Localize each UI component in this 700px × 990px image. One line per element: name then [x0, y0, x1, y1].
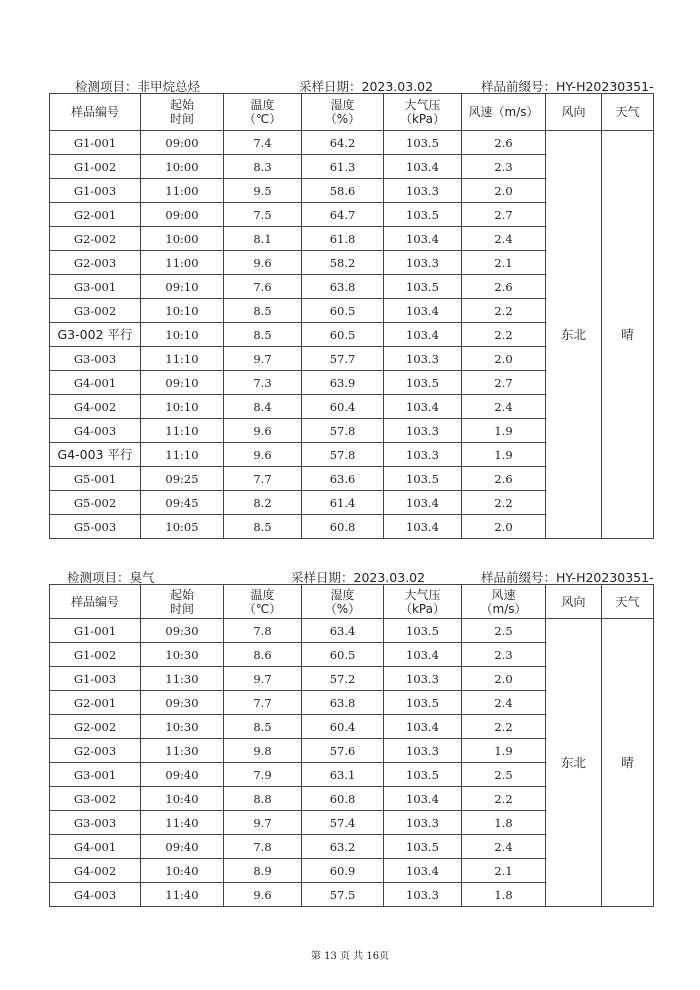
cell-start-time: 09:40 [141, 835, 224, 859]
cell-sample-no: G2-002 [50, 715, 141, 739]
cell-humidity: 60.4 [302, 715, 384, 739]
cell-start-time: 10:30 [141, 643, 224, 667]
cell-sample-no: G4-002 [50, 859, 141, 883]
cell-sample-no: G2-001 [50, 691, 141, 715]
cell-pressure: 103.4 [384, 395, 462, 419]
cell-humidity: 57.2 [302, 667, 384, 691]
cell-temperature: 7.6 [224, 275, 302, 299]
cell-wind-speed: 2.0 [462, 179, 546, 203]
cell-temperature: 9.7 [224, 347, 302, 371]
cell-start-time: 09:30 [141, 691, 224, 715]
cell-wind-speed: 2.7 [462, 371, 546, 395]
cell-temperature: 7.9 [224, 763, 302, 787]
cell-humidity: 57.5 [302, 883, 384, 907]
cell-wind-speed: 2.7 [462, 203, 546, 227]
cell-pressure: 103.3 [384, 739, 462, 763]
cell-pressure: 103.3 [384, 251, 462, 275]
cell-temperature: 9.5 [224, 179, 302, 203]
cell-wind-speed: 2.4 [462, 835, 546, 859]
cell-pressure: 103.4 [384, 859, 462, 883]
cell-humidity: 63.6 [302, 467, 384, 491]
cell-start-time: 09:45 [141, 491, 224, 515]
cell-humidity: 60.8 [302, 787, 384, 811]
cell-pressure: 103.4 [384, 643, 462, 667]
test-item-label: 检测项目：臭气 [67, 570, 155, 585]
odor-table [49, 584, 654, 907]
cell-pressure: 103.3 [384, 419, 462, 443]
cell-temperature: 9.6 [224, 883, 302, 907]
nmhc-meta-line [49, 77, 653, 93]
sample-prefix-label: 样品前缀号：HY-H20230351- [481, 570, 654, 585]
nmhc-section [49, 77, 653, 539]
cell-start-time: 09:10 [141, 371, 224, 395]
cell-pressure: 103.3 [384, 883, 462, 907]
cell-temperature: 7.3 [224, 371, 302, 395]
cell-pressure: 103.5 [384, 467, 462, 491]
cell-humidity: 60.5 [302, 323, 384, 347]
cell-sample-no: G3-003 [50, 811, 141, 835]
header-pressure: 大气压 （kPa） [384, 94, 462, 131]
cell-start-time: 11:10 [141, 419, 224, 443]
cell-wind-speed: 1.8 [462, 811, 546, 835]
cell-humidity: 64.7 [302, 203, 384, 227]
header-start-time: 起始 时间 [141, 585, 224, 619]
header-pressure: 大气压 （kPa） [384, 585, 462, 619]
table-row [50, 131, 654, 155]
cell-wind-speed: 2.1 [462, 859, 546, 883]
cell-sample-no: G2-003 [50, 251, 141, 275]
cell-temperature: 9.7 [224, 667, 302, 691]
cell-start-time: 11:30 [141, 739, 224, 763]
cell-temperature: 7.5 [224, 203, 302, 227]
cell-start-time: 10:10 [141, 299, 224, 323]
cell-sample-no: G5-002 [50, 491, 141, 515]
table-row [50, 619, 654, 643]
cell-wind-speed: 1.9 [462, 739, 546, 763]
cell-sample-no: G1-001 [50, 131, 141, 155]
cell-start-time: 09:30 [141, 619, 224, 643]
sampling-date-label: 采样日期：2023.03.02 [299, 79, 434, 94]
cell-weather: 晴 [602, 619, 654, 907]
cell-temperature: 8.5 [224, 715, 302, 739]
cell-wind-direction: 东北 [546, 619, 602, 907]
cell-start-time: 09:00 [141, 131, 224, 155]
cell-temperature: 9.6 [224, 251, 302, 275]
cell-start-time: 10:10 [141, 323, 224, 347]
cell-start-time: 11:10 [141, 443, 224, 467]
cell-sample-no: G1-002 [50, 155, 141, 179]
cell-pressure: 103.5 [384, 619, 462, 643]
cell-sample-no: G1-001 [50, 619, 141, 643]
page-number: 第 13 页 共 16页 [310, 951, 390, 962]
cell-start-time: 11:00 [141, 251, 224, 275]
cell-sample-no: G4-003 [50, 419, 141, 443]
cell-start-time: 09:40 [141, 763, 224, 787]
sample-prefix-label: 样品前缀号：HY-H20230351- [481, 79, 654, 94]
cell-wind-speed: 2.1 [462, 251, 546, 275]
cell-humidity: 58.6 [302, 179, 384, 203]
cell-pressure: 103.4 [384, 491, 462, 515]
cell-pressure: 103.4 [384, 515, 462, 539]
odor-meta-line [49, 568, 653, 584]
cell-sample-no: G4-002 [50, 395, 141, 419]
cell-wind-speed: 1.8 [462, 883, 546, 907]
cell-sample-no: G2-003 [50, 739, 141, 763]
cell-wind-speed: 2.4 [462, 395, 546, 419]
cell-wind-speed: 2.4 [462, 227, 546, 251]
cell-pressure: 103.3 [384, 811, 462, 835]
cell-humidity: 58.2 [302, 251, 384, 275]
cell-start-time: 10:30 [141, 715, 224, 739]
cell-sample-no: G5-003 [50, 515, 141, 539]
cell-sample-no: G3-001 [50, 275, 141, 299]
cell-pressure: 103.3 [384, 667, 462, 691]
cell-pressure: 103.4 [384, 155, 462, 179]
cell-wind-speed: 2.2 [462, 715, 546, 739]
header-humidity: 湿度 （%） [302, 94, 384, 131]
cell-pressure: 103.3 [384, 347, 462, 371]
cell-sample-no: G4-003 平行 [50, 443, 141, 467]
cell-temperature: 7.8 [224, 619, 302, 643]
cell-temperature: 8.3 [224, 155, 302, 179]
cell-start-time: 11:00 [141, 179, 224, 203]
cell-humidity: 61.3 [302, 155, 384, 179]
cell-weather: 晴 [602, 131, 654, 539]
cell-wind-speed: 1.9 [462, 443, 546, 467]
header-start-time: 起始 时间 [141, 94, 224, 131]
cell-temperature: 8.5 [224, 323, 302, 347]
cell-humidity: 64.2 [302, 131, 384, 155]
cell-sample-no: G2-001 [50, 203, 141, 227]
cell-humidity: 60.8 [302, 515, 384, 539]
cell-humidity: 63.4 [302, 619, 384, 643]
cell-temperature: 7.7 [224, 467, 302, 491]
header-wind-direction: 风向 [546, 94, 602, 131]
header-wind-speed: 风速（m/s） [462, 94, 546, 131]
cell-pressure: 103.5 [384, 691, 462, 715]
cell-start-time: 11:10 [141, 347, 224, 371]
cell-pressure: 103.4 [384, 787, 462, 811]
cell-wind-speed: 1.9 [462, 419, 546, 443]
nmhc-table [49, 93, 654, 539]
header-weather: 天气 [602, 94, 654, 131]
cell-humidity: 57.7 [302, 347, 384, 371]
cell-temperature: 8.2 [224, 491, 302, 515]
cell-wind-speed: 2.6 [462, 467, 546, 491]
cell-humidity: 57.8 [302, 443, 384, 467]
cell-wind-speed: 2.0 [462, 515, 546, 539]
cell-wind-speed: 2.2 [462, 787, 546, 811]
cell-wind-speed: 2.0 [462, 347, 546, 371]
cell-start-time: 11:40 [141, 883, 224, 907]
cell-temperature: 7.8 [224, 835, 302, 859]
cell-wind-speed: 2.5 [462, 619, 546, 643]
cell-sample-no: G1-003 [50, 179, 141, 203]
table-header-row [50, 585, 654, 619]
cell-pressure: 103.4 [384, 227, 462, 251]
cell-pressure: 103.5 [384, 835, 462, 859]
header-humidity: 湿度 （%） [302, 585, 384, 619]
cell-pressure: 103.5 [384, 131, 462, 155]
cell-pressure: 103.3 [384, 179, 462, 203]
cell-wind-speed: 2.0 [462, 667, 546, 691]
cell-sample-no: G2-002 [50, 227, 141, 251]
cell-sample-no: G1-003 [50, 667, 141, 691]
cell-start-time: 09:25 [141, 467, 224, 491]
sampling-date-label: 采样日期：2023.03.02 [291, 570, 426, 585]
cell-humidity: 61.8 [302, 227, 384, 251]
cell-start-time: 10:10 [141, 395, 224, 419]
cell-sample-no: G1-002 [50, 643, 141, 667]
cell-temperature: 8.1 [224, 227, 302, 251]
cell-sample-no: G3-002 [50, 787, 141, 811]
cell-temperature: 8.5 [224, 515, 302, 539]
cell-humidity: 60.5 [302, 643, 384, 667]
cell-wind-speed: 2.5 [462, 763, 546, 787]
cell-sample-no: G5-001 [50, 467, 141, 491]
cell-wind-speed: 2.4 [462, 691, 546, 715]
cell-sample-no: G3-001 [50, 763, 141, 787]
cell-pressure: 103.3 [384, 443, 462, 467]
cell-wind-speed: 2.2 [462, 323, 546, 347]
header-sample-no: 样品编号 [50, 94, 141, 131]
cell-wind-speed: 2.2 [462, 491, 546, 515]
cell-wind-speed: 2.3 [462, 643, 546, 667]
cell-humidity: 57.6 [302, 739, 384, 763]
cell-humidity: 63.1 [302, 763, 384, 787]
cell-humidity: 63.9 [302, 371, 384, 395]
cell-wind-direction: 东北 [546, 131, 602, 539]
test-item-label: 检测项目：非甲烷总烃 [75, 79, 201, 94]
cell-wind-speed: 2.3 [462, 155, 546, 179]
cell-start-time: 09:10 [141, 275, 224, 299]
cell-temperature: 7.7 [224, 691, 302, 715]
cell-pressure: 103.4 [384, 299, 462, 323]
odor-section [49, 568, 653, 907]
cell-temperature: 8.6 [224, 643, 302, 667]
cell-sample-no: G3-002 平行 [50, 323, 141, 347]
cell-temperature: 9.6 [224, 419, 302, 443]
cell-humidity: 60.5 [302, 299, 384, 323]
header-temperature: 温度 （℃） [224, 94, 302, 131]
cell-humidity: 60.4 [302, 395, 384, 419]
cell-temperature: 9.7 [224, 811, 302, 835]
cell-pressure: 103.4 [384, 323, 462, 347]
cell-pressure: 103.5 [384, 371, 462, 395]
cell-pressure: 103.4 [384, 715, 462, 739]
cell-temperature: 9.6 [224, 443, 302, 467]
cell-humidity: 60.9 [302, 859, 384, 883]
cell-pressure: 103.5 [384, 275, 462, 299]
cell-sample-no: G4-001 [50, 835, 141, 859]
cell-start-time: 09:00 [141, 203, 224, 227]
cell-sample-no: G3-002 [50, 299, 141, 323]
cell-temperature: 8.5 [224, 299, 302, 323]
cell-sample-no: G3-003 [50, 347, 141, 371]
cell-humidity: 63.8 [302, 275, 384, 299]
cell-temperature: 9.8 [224, 739, 302, 763]
header-sample-no: 样品编号 [50, 585, 141, 619]
table-header-row [50, 94, 654, 131]
cell-start-time: 10:40 [141, 787, 224, 811]
cell-temperature: 8.8 [224, 787, 302, 811]
header-temperature: 温度 （℃） [224, 585, 302, 619]
cell-sample-no: G4-001 [50, 371, 141, 395]
cell-humidity: 63.2 [302, 835, 384, 859]
cell-temperature: 7.4 [224, 131, 302, 155]
cell-humidity: 57.8 [302, 419, 384, 443]
cell-pressure: 103.5 [384, 763, 462, 787]
header-weather: 天气 [602, 585, 654, 619]
cell-sample-no: G4-003 [50, 883, 141, 907]
cell-humidity: 63.8 [302, 691, 384, 715]
cell-wind-speed: 2.6 [462, 131, 546, 155]
cell-start-time: 10:00 [141, 227, 224, 251]
cell-start-time: 10:05 [141, 515, 224, 539]
cell-humidity: 57.4 [302, 811, 384, 835]
cell-start-time: 11:30 [141, 667, 224, 691]
cell-pressure: 103.5 [384, 203, 462, 227]
cell-temperature: 8.9 [224, 859, 302, 883]
cell-wind-speed: 2.2 [462, 299, 546, 323]
cell-temperature: 8.4 [224, 395, 302, 419]
cell-start-time: 10:00 [141, 155, 224, 179]
cell-humidity: 61.4 [302, 491, 384, 515]
cell-start-time: 10:40 [141, 859, 224, 883]
cell-wind-speed: 2.6 [462, 275, 546, 299]
header-wind-direction: 风向 [546, 585, 602, 619]
header-wind-speed: 风速 （m/s） [462, 585, 546, 619]
cell-start-time: 11:40 [141, 811, 224, 835]
